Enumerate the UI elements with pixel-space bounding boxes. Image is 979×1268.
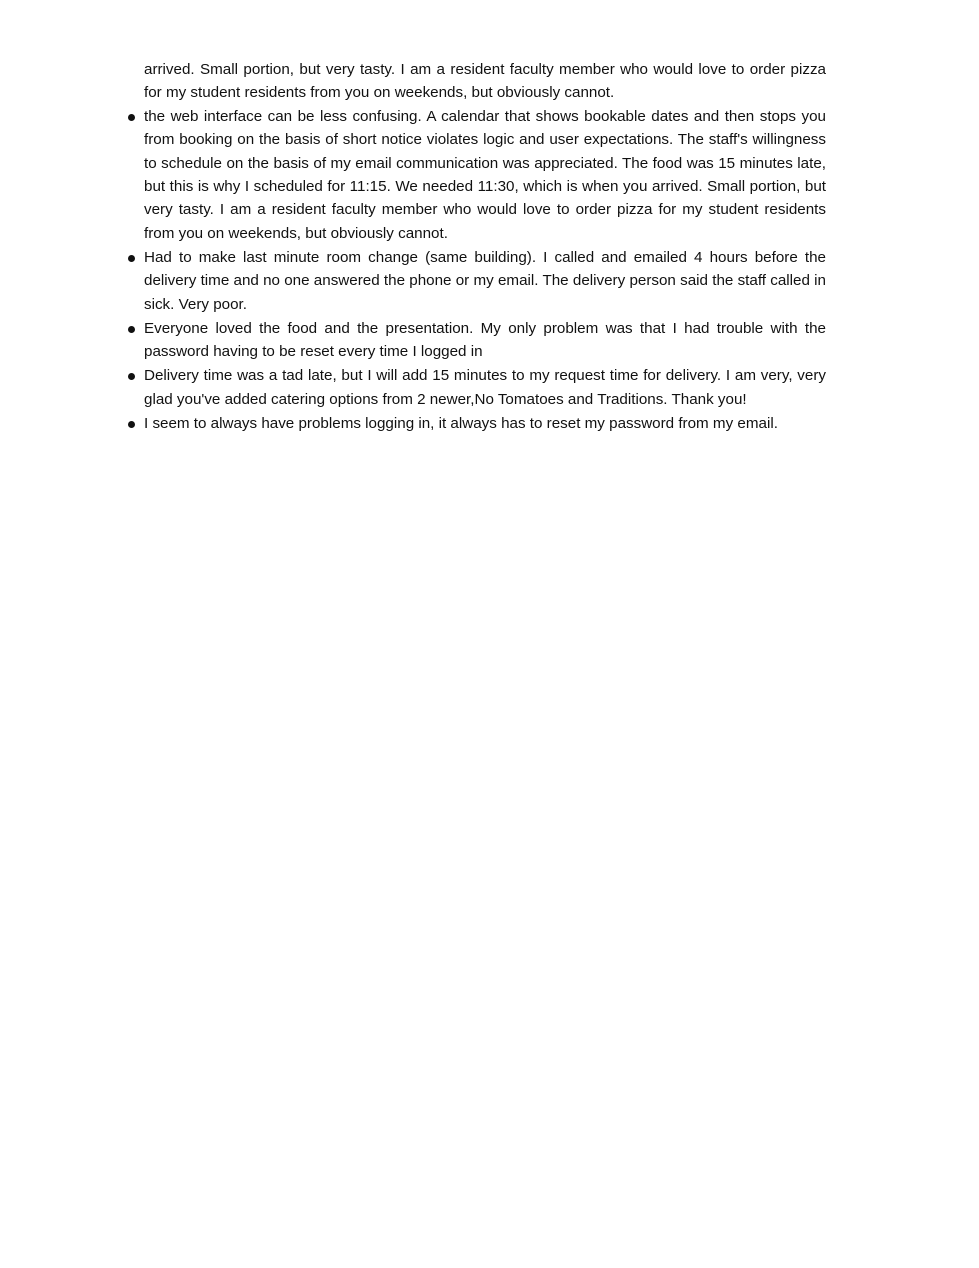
comment-text: the web interface can be less confusing. A calendar that shows bookable dates and then stops you from booking on the basis of short notice violates logic and user expectations. The staff's willingness to schedule on the basis of my email communication was appreciated. The food was 15 minutes late, but this is why I scheduled for 11:15. We needed 11:30, which is when you arrived. Small portion, but very tasty. I am a resident faculty member who would love to order pizza for my student residents from you on weekends, but obviously cannot.: [144, 107, 826, 242]
page-content: [144, 58, 826, 436]
comment-item: [144, 412, 826, 435]
comment-item: [144, 364, 826, 411]
comment-item: [144, 105, 826, 245]
bullet-icon: [128, 255, 135, 262]
bullet-icon: [128, 421, 135, 428]
comment-list: [144, 105, 826, 435]
bullet-icon: [128, 373, 135, 380]
comment-text: Had to make last minute room change (same building). I called and emailed 4 hours before the delivery time and no one answered the phone or my email. The delivery person said the staff called in sick. Very poor.: [144, 248, 826, 313]
bullet-icon: [128, 114, 135, 121]
continued-comment-text: arrived. Small portion, but very tasty. I am a resident faculty member who would love to order pizza for my student residents from you on weekends, but obviously cannot.: [144, 61, 826, 102]
bullet-icon: [128, 326, 135, 333]
comment-item: [144, 246, 826, 316]
comment-text: I seem to always have problems logging in, it always has to reset my password from my email.: [144, 414, 778, 432]
comment-text: Delivery time was a tad late, but I will add 15 minutes to my request time for delivery. I am very, very glad you've added catering options from 2 newer,No Tomatoes and Traditions. Thank you!: [144, 367, 826, 408]
comment-item: [144, 317, 826, 364]
comment-text: Everyone loved the food and the presentation. My only problem was that I had trouble with the password having to be reset every time I logged in: [144, 319, 826, 361]
